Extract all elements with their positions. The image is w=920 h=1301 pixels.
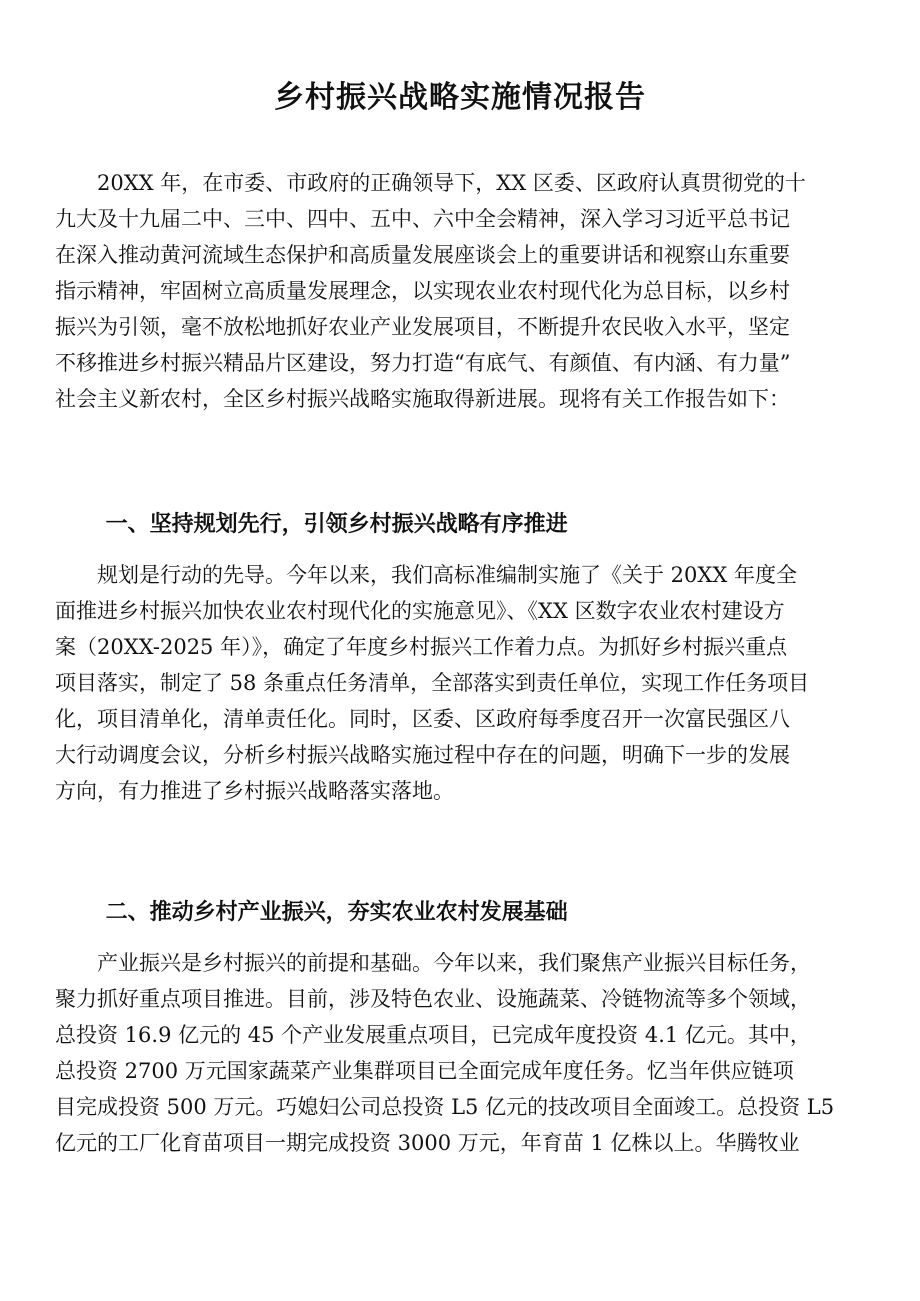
paragraph-line: 产业振兴是乡村振兴的前提和基础。今年以来，我们聚焦产业振兴目标任务， bbox=[97, 951, 811, 975]
paragraph-line: 项目落实，制定了 58 条重点任务清单，全部落实到责任单位，实现工作任务项目 bbox=[55, 671, 810, 695]
section-1-paragraph bbox=[55, 557, 875, 809]
paragraph-line: 方向，有力推进了乡村振兴战略落实落地。 bbox=[55, 779, 454, 803]
paragraph-line: 总投资 2700 万元国家蔬菜产业集群项目已全面完成年度任务。忆当年供应链项 bbox=[55, 1059, 794, 1083]
section-heading-2: 二、推动乡村产业振兴，夯实农业农村发展基础 bbox=[105, 900, 568, 925]
intro-paragraph bbox=[55, 165, 875, 417]
paragraph-line: 亿元的工厂化育苗项目一期完成投资 3000 万元，年育苗 1 亿株以上。华腾牧业 bbox=[55, 1131, 800, 1155]
section-2-paragraph bbox=[55, 945, 875, 1161]
paragraph-line: 不移推进乡村振兴精品片区建设，努力打造“有底气、有颜值、有内涵、有力量” bbox=[55, 351, 791, 375]
paragraph-line: 九大及十九届二中、三中、四中、五中、六中全会精神，深入学习习近平总书记 bbox=[55, 207, 790, 231]
paragraph-line: 指示精神，牢固树立高质量发展理念，以实现农业农村现代化为总目标，以乡村 bbox=[55, 279, 790, 303]
paragraph-line: 规划是行动的先导。今年以来，我们高标准编制实施了《关于 20XX 年度全 bbox=[97, 563, 797, 587]
paragraph-line: 化，项目清单化，清单责任化。同时，区委、区政府每季度召开一次富民强区八 bbox=[55, 707, 790, 731]
paragraph-line: 20XX 年，在市委、市政府的正确领导下，XX 区委、区政府认真贯彻党的十 bbox=[97, 171, 806, 195]
paragraph-line: 振兴为引领，毫不放松地抓好农业产业发展项目，不断提升农民收入水平，坚定 bbox=[55, 315, 790, 339]
paragraph-line: 总投资 16.9 亿元的 45 个产业发展重点项目，已完成年度投资 4.1 亿元。其中， bbox=[55, 1023, 811, 1047]
paragraph-line: 在深入推动黄河流域生态保护和高质量发展座谈会上的重要讲话和视察山东重要 bbox=[55, 243, 790, 267]
paragraph-line: 大行动调度会议，分析乡村振兴战略实施过程中存在的问题，明确下一步的发展 bbox=[55, 743, 790, 767]
section-heading-1: 一、坚持规划先行，引领乡村振兴战略有序推进 bbox=[105, 512, 568, 537]
paragraph-line: 案（20XX-2025 年）》，确定了年度乡村振兴工作着力点。为抓好乡村振兴重点 bbox=[55, 635, 788, 659]
paragraph-line: 聚力抓好重点项目推进。目前，涉及特色农业、设施蔬菜、冷链物流等多个领域， bbox=[55, 987, 811, 1011]
paragraph-line: 目完成投资 500 万元。巧媳妇公司总投资 L5 亿元的技改项目全面竣工。总投资 L5 bbox=[55, 1095, 835, 1119]
paragraph-line: 面推进乡村振兴加快农业农村现代化的实施意见》、《XX 区数字农业农村建设方 bbox=[55, 599, 785, 623]
document-title: 乡村振兴战略实施情况报告 bbox=[274, 80, 646, 115]
paragraph-line: 社会主义新农村，全区乡村振兴战略实施取得新进展。现将有关工作报告如下： bbox=[55, 387, 790, 411]
